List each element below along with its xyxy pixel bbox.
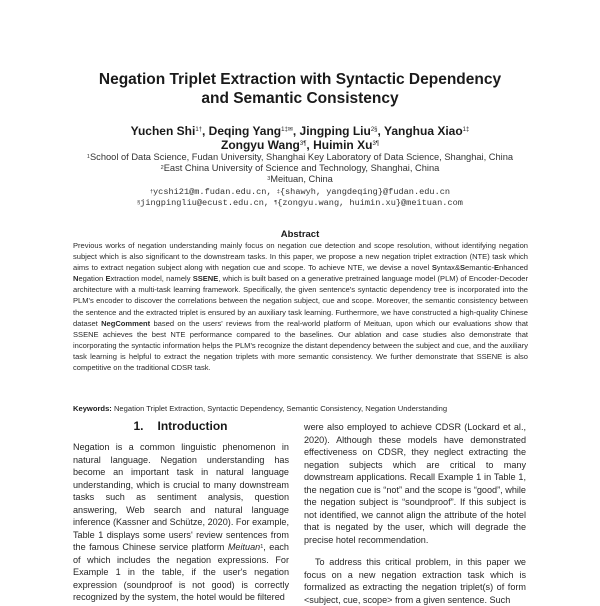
author-name: Zongyu Wang: [220, 138, 300, 152]
affiliation-1: $^1$School of Data Science, Fudan University, Shanghai Key Laboratory of Data Science, Shanghai, China: [86, 152, 514, 162]
email-line-2: §jingpingliu@ecust.edu.cn, ¶{zongyu.wang, huimin.xu}@meituan.com: [137, 198, 463, 208]
author-name: Huimin Xu: [313, 138, 373, 152]
model-name: SSENE: [192, 274, 219, 284]
dataset-name: NegComment: [101, 318, 151, 328]
author-name: Yanghua Xiao: [383, 124, 463, 138]
title-line-1: Negation Triplet Extraction with Syntactic Dependency: [98, 71, 502, 88]
author-marks: 3¶: [299, 141, 307, 147]
abstract-body: Previous works of negation understanding mainly focus on negation cue detection and scope resolution, without identifying negation subject which is also significant to the downstream tasks. In this paper, we propose a new negation triplet extraction (NTE) task which aims to extract negation subject along with negation cue and scope. To achieve NTE, we devise a novel Syntax&Semantic-Enhanced Negation Extraction model, namely SSENE, which is built based on a generative pretrained language model (PLM) of Encoder-Decoder architecture with a multi-task learning framework. Specifically, the given sentence's syntactic dependency tree is incorporated into the PLM's encoder to discover the correlations between the negation subject, cue and scope. Moreover, the semantic consistency between the sentence and the extracted triplet is ensured by an auxiliary task learning. Furthermore, we have constructed a high-quality Chinese dataset NegComment based on the users' reviews from the real-world platform of Meituan, upon which our evaluations show that SSENE achieves the best NTE performance compared to the baselines. Our ablation and case studies also demonstrate that incorporating the syntactic information helps the PLM's recognize the distant dependency between the subject and cue, and the auxiliary task learning is helpful to extract the negation triplets with more semantic consistency. We further demonstrate that SSENE is also competitive on the traditional CDSR task.: [73, 241, 528, 373]
paragraph: To address this critical problem, in this paper we focus on a new negation extraction task which is formalized as extracting the negation triplet(s) of form <subject, cue, scope> from a given sentence. Such: [304, 557, 526, 605]
email-address: {shawyh, yangdeqing}@fudan.edu.cn: [279, 187, 451, 197]
email-address: ycshi21@m.fudan.edu.cn,: [153, 187, 272, 197]
affiliation-2: $^2$East China University of Science and Technology, Shanghai, China: [160, 163, 440, 173]
left-column: [73, 441, 289, 604]
author-marks: 3¶: [372, 141, 379, 147]
author-marks: 1‡✉: [281, 127, 293, 133]
section-number: 1.: [133, 419, 144, 433]
email-address: jingpingliu@ecust.edu.cn,: [140, 198, 270, 208]
abstract-heading: Abstract: [280, 229, 320, 240]
author-name: Jingping Liu: [299, 124, 371, 138]
affiliation-3: $^3$Meituan, China: [267, 174, 333, 184]
section-heading-introduction: [73, 419, 288, 433]
email-line-1: †ycshi21@m.fudan.edu.cn, ‡{shawyh, yangdeqing}@fudan.edu.cn: [149, 187, 451, 197]
keywords: [73, 403, 528, 414]
title-line-2: and Semantic Consistency: [201, 90, 399, 107]
author-list: Yuchen Shi$^{1\dagger}$, Deqing Yang$^{1\ddagger✉}$, Jingping Liu$^{2\S}$, Yanghua Xiao$^{1\ddagger}$ Zongyu Wang$^{3\P}$, Huimin $Xu^{3\P}$: [130, 124, 470, 152]
paragraph: were also employed to achieve CDSR (Lockard et al., 2020). Although these models have demonstrated effectiveness on CDSR, they neglect extracting the negation subjects which are critical to many downstream applications. Recall Example 1 in Table 1, the negation cue is “not” and the scope is “good”, while the negation subject is “soundproof”. If this subject is not identified, we cannot align the attribute of the hotel that is negated by the user, which will degrade the precise hotel recommendation.: [304, 422, 526, 545]
footnote-marker[interactable]: 1: [260, 544, 264, 550]
keywords-list: Negation Triplet Extraction, Syntactic Dependency, Semantic Consistency, Negation Understanding: [111, 404, 448, 413]
author-name: Deqing Yang: [208, 124, 282, 138]
author-marks: 2§: [370, 127, 378, 133]
email-address: {zongyu.wang, huimin.xu}@meituan.com: [277, 198, 463, 208]
keywords-label: Keywords:: [73, 404, 112, 413]
author-marks: 1†: [195, 127, 202, 133]
paper-title: [60, 70, 540, 108]
paragraph: Negation is a common linguistic phenomenon in natural language. Negation understanding has become an important task in natural language understanding, which is crucial to many downstream tasks such as sentiment analysis, question answering, Web search and natural language inference (Kassner and Schütze, 2020). For example, Table 1 displays some users' review sentences from the famous Chinese service platform Meituan$^1$, each of which includes the negation expressions. For Example 1 in the table, if the user's negation expression (soundproof is not good) is correctly recognized by the system, the hotel would be filtered: [73, 442, 289, 602]
author-name: Yuchen Shi: [130, 124, 196, 138]
platform-name: Meituan: [227, 542, 261, 552]
section-title: Introduction: [157, 419, 228, 433]
author-marks: 1‡: [462, 127, 470, 133]
right-column: [304, 421, 526, 606]
